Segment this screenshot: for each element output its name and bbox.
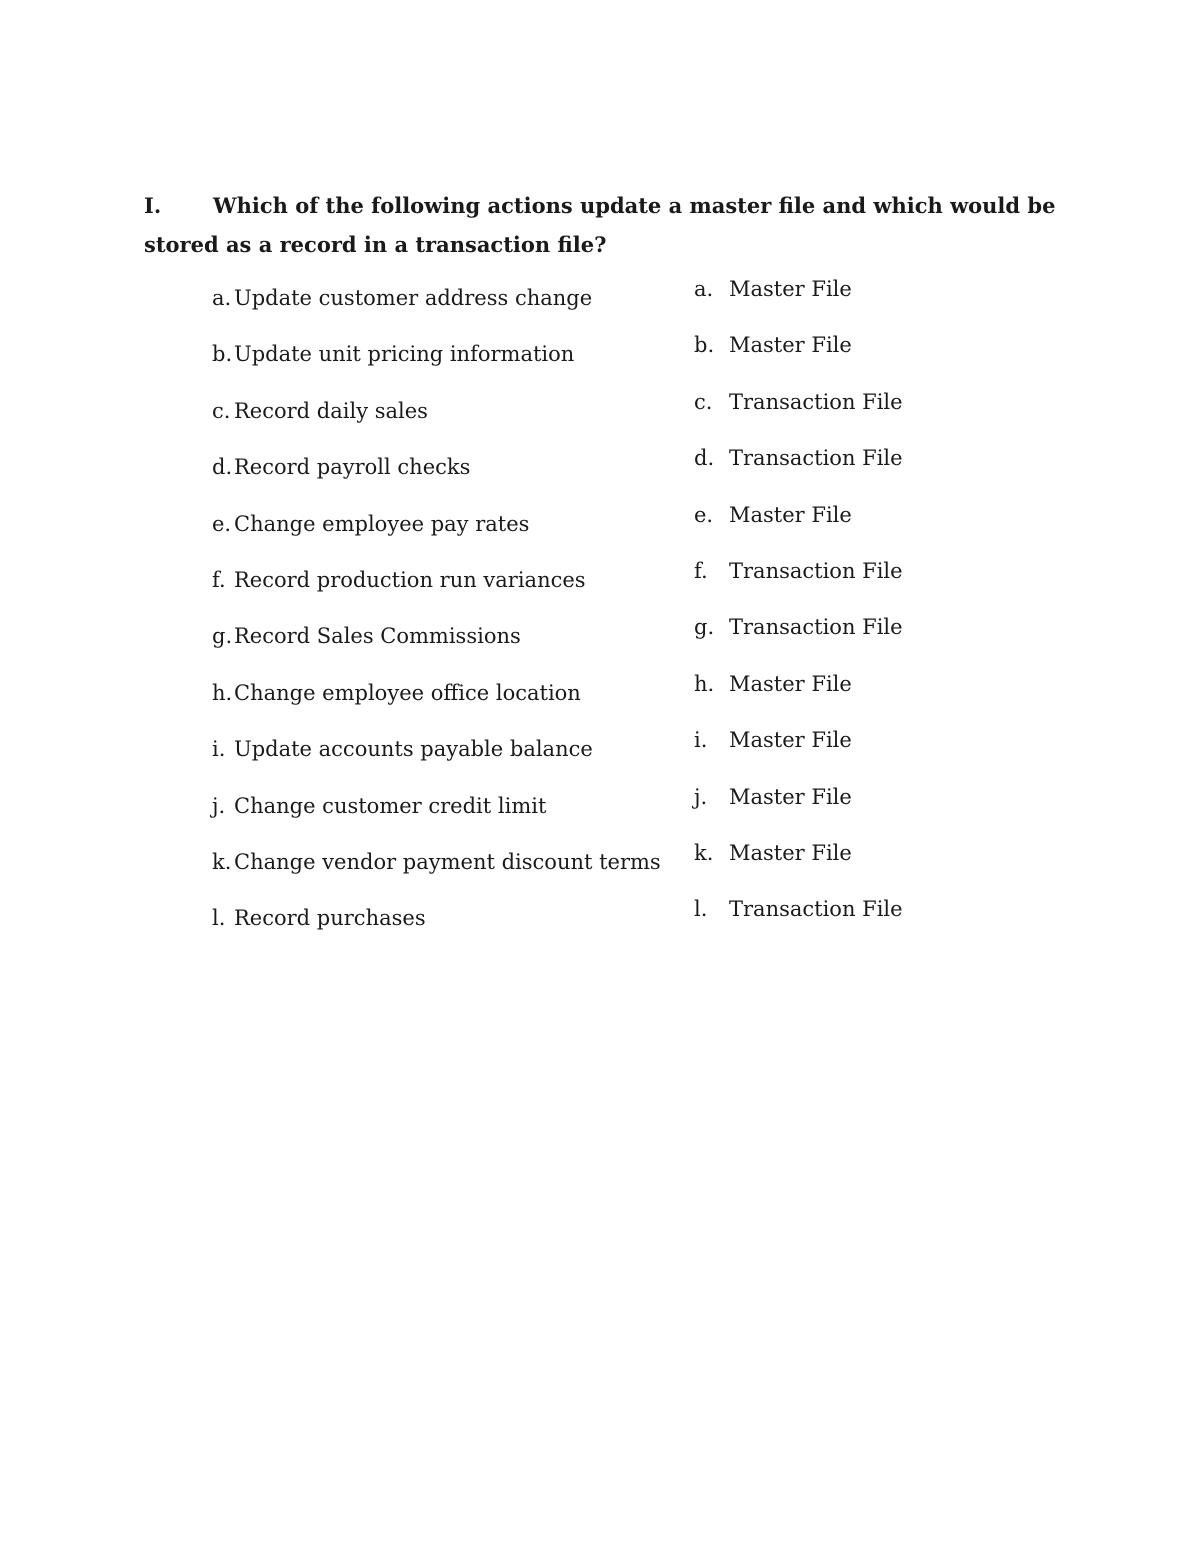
item-text: Record purchases — [234, 906, 426, 931]
list-item — [212, 618, 672, 674]
answer-letter: j. — [694, 784, 708, 809]
answer-text: Master File — [729, 502, 852, 527]
item-text: Record Sales Commissions — [234, 624, 521, 649]
answer-letter: k. — [694, 840, 714, 865]
list-item — [212, 449, 672, 505]
item-letter: a. — [212, 286, 232, 310]
item-text: Change customer credit limit — [234, 793, 547, 818]
list-item — [212, 788, 672, 844]
answer-text: Transaction File — [729, 897, 903, 922]
answer-text: Master File — [729, 728, 852, 753]
item-letter: b. — [212, 342, 233, 367]
item-text: Update customer address change — [234, 286, 593, 310]
answers-list — [694, 271, 994, 948]
answer-letter: e. — [694, 502, 714, 527]
list-item — [212, 393, 672, 449]
list-item — [212, 675, 672, 731]
answer-text: Transaction File — [729, 389, 903, 414]
list-item — [212, 731, 672, 787]
list-item — [212, 336, 672, 392]
answer-text: Transaction File — [729, 446, 903, 471]
answer-item — [694, 440, 994, 496]
answer-text: Transaction File — [729, 558, 903, 583]
answer-letter: l. — [694, 897, 708, 922]
item-text: Change employee office location — [234, 680, 581, 705]
answer-letter: b. — [694, 333, 715, 358]
list-item — [212, 562, 672, 618]
answer-item — [694, 327, 994, 383]
answer-item — [694, 553, 994, 609]
answer-text: Master File — [729, 840, 852, 865]
item-text: Record payroll checks — [234, 455, 471, 480]
item-letter: d. — [212, 455, 233, 480]
item-letter: l. — [212, 906, 226, 931]
item-letter: f. — [212, 567, 226, 592]
item-letter: e. — [212, 511, 232, 536]
item-text: Update accounts payable balance — [234, 737, 593, 762]
answer-item — [694, 779, 994, 835]
question-heading — [144, 186, 1064, 264]
question-number: I. — [144, 193, 162, 218]
item-letter: j. — [212, 793, 226, 818]
list-item — [212, 844, 672, 900]
item-letter: h. — [212, 680, 233, 705]
answer-letter: g. — [694, 615, 715, 640]
answer-item — [694, 271, 994, 327]
item-letter: g. — [212, 624, 233, 649]
answer-letter: i. — [694, 728, 708, 753]
answer-item — [694, 666, 994, 722]
answer-item — [694, 835, 994, 891]
list-item — [212, 280, 672, 336]
answer-text: Master File — [729, 277, 852, 301]
answer-item — [694, 609, 994, 665]
answer-letter: a. — [694, 277, 714, 301]
answer-text: Master File — [729, 333, 852, 358]
item-letter: k. — [212, 849, 232, 874]
actions-list — [212, 280, 672, 957]
answer-letter: f. — [694, 558, 708, 583]
question-text: Which of the following actions update a master file and which would be stored as a record in a transaction file? — [144, 193, 1056, 257]
item-text: Change vendor payment discount terms — [234, 849, 661, 874]
item-text: Change employee pay rates — [234, 511, 530, 536]
answer-item — [694, 891, 994, 947]
answer-text: Transaction File — [729, 615, 903, 640]
answer-item — [694, 722, 994, 778]
answer-text: Master File — [729, 784, 852, 809]
item-text: Record daily sales — [234, 398, 428, 423]
answer-item — [694, 497, 994, 553]
answer-item — [694, 384, 994, 440]
answer-letter: d. — [694, 446, 715, 471]
item-letter: i. — [212, 737, 226, 762]
answer-text: Master File — [729, 671, 852, 696]
answer-letter: h. — [694, 671, 715, 696]
item-letter: c. — [212, 398, 231, 423]
list-item — [212, 506, 672, 562]
item-text: Record production run variances — [234, 567, 586, 592]
item-text: Update unit pricing information — [234, 342, 575, 367]
answer-letter: c. — [694, 389, 713, 414]
list-item — [212, 900, 672, 956]
